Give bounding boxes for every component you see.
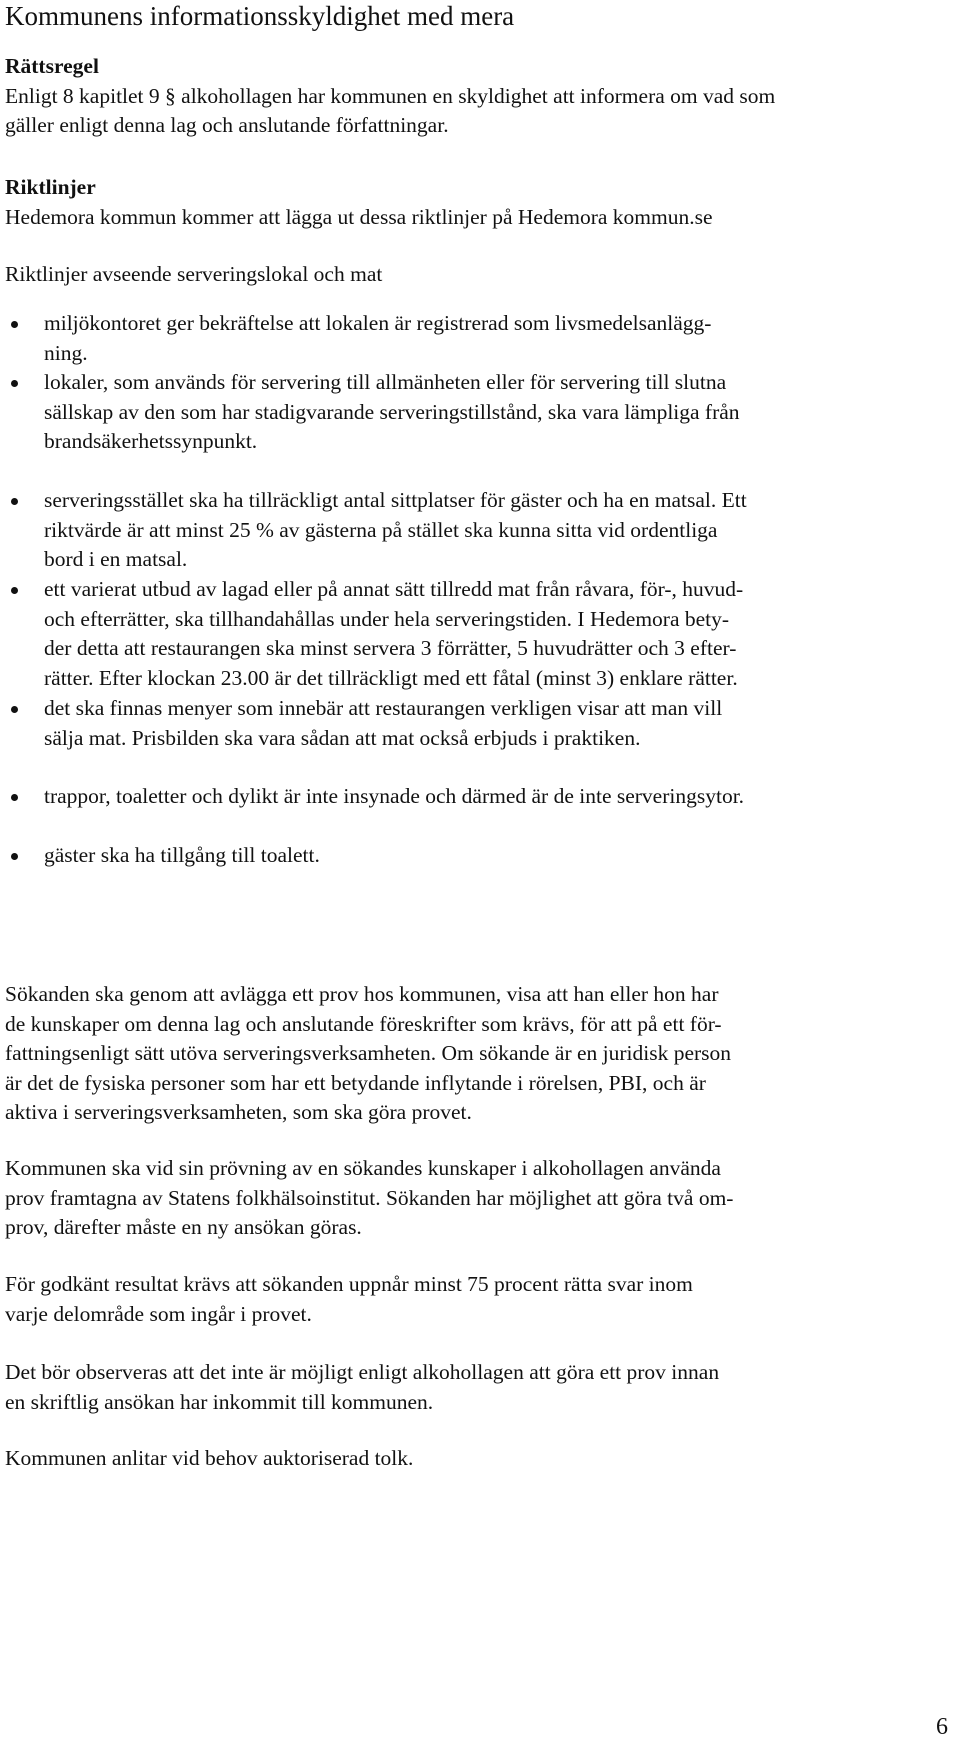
body-paragraph — [5, 1154, 955, 1243]
bullet-line: ning. — [44, 340, 88, 365]
bullet-line: ett varierat utbud av lagad eller på annat sätt tillredd mat från råvara, för-, huvud- — [44, 577, 744, 601]
body-paragraph — [5, 1270, 955, 1329]
paragraph-line: fattningsenligt sätt utöva serveringsverksamheten. Om sökande är en juridisk person — [5, 1041, 732, 1065]
bullet-line: der detta att restaurangen ska minst servera 3 förrätter, 5 huvudrätter och 3 efter- — [44, 636, 737, 660]
bullet-line: brandsäkerhetssynpunkt. — [44, 429, 258, 453]
bullet-text — [44, 841, 956, 871]
rattsregel-section — [5, 52, 955, 141]
bullet-line: det ska finnas menyer som innebär att restaurangen verkligen visar att man vill — [44, 696, 723, 720]
bullet-line: riktvärde är att minst 25 % av gästerna på stället ska kunna sitta vid ordentliga — [44, 517, 718, 542]
bullet-text — [44, 486, 956, 575]
paragraph-line: är det de fysiska personer som har ett betydande inflytande i rörelsen, PBI, och är — [5, 1070, 706, 1095]
bullet-line: rätter. Efter klockan 23.00 är det tillräckligt med ett fåtal (minst 3) enklare rätter. — [44, 665, 738, 690]
riktlinjer-section — [5, 173, 955, 232]
paragraph-line: Kommunen anlitar vid behov auktoriserad tolk. — [5, 1446, 414, 1470]
bullet-line: bord i en matsal. — [44, 547, 188, 571]
riktlinjer-heading: Riktlinjer — [5, 175, 96, 199]
bullet-dot-icon — [11, 380, 18, 387]
bullet-line: trappor, toaletter och dylikt är inte insynade och därmed är de inte serveringsytor. — [44, 784, 745, 808]
bullet-text — [44, 694, 956, 753]
bullet-line: sälja mat. Prisbilden ska vara sådan att mat också erbjuds i praktiken. — [44, 725, 641, 750]
paragraph-line: de kunskaper om denna lag och anslutande föreskrifter som krävs, för att på ett för- — [5, 1011, 722, 1036]
page-title: Kommunens informationsskyldighet med mera — [5, 1, 515, 31]
bullet-line: och efterrätter, ska tillhandahållas under hela serveringstiden. I Hedemora bety- — [44, 606, 730, 631]
riktlinjer-subtitle: Riktlinjer avseende serveringslokal och mat — [5, 262, 383, 286]
bullet-line: serveringsstället ska ha tillräckligt antal sittplatser för gäster och ha en matsal. Ett — [44, 488, 747, 512]
paragraph-line: Det bör observeras att det inte är möjligt enligt alkohollagen att göra ett prov innan — [5, 1360, 720, 1384]
bullet-line: miljökontoret ger bekräftelse att lokalen är registrerad som livsmedelsanlägg- — [44, 311, 712, 335]
body-paragraph — [5, 1444, 955, 1474]
bullet-dot-icon — [11, 321, 18, 328]
paragraph-line: prov framtagna av Statens folkhälsoinstitut. Sökanden har möjlighet att göra två om- — [5, 1185, 734, 1210]
bullet-line: lokaler, som används för servering till allmänheten eller för servering till slutna — [44, 370, 727, 394]
riktlinjer-text: Hedemora kommun kommer att lägga ut dessa riktlinjer på Hedemora kommun.se — [5, 204, 713, 229]
paragraph-line: aktiva i serveringsverksamheten, som ska göra provet. — [5, 1100, 472, 1124]
bullet-line: sällskap av den som har stadigvarande serveringstillstånd, ska vara lämpliga från — [44, 399, 740, 424]
paragraph-line: prov, därefter måste en ny ansökan göras. — [5, 1215, 362, 1239]
bullet-text — [44, 575, 956, 693]
bullet-dot-icon — [11, 706, 18, 713]
paragraph-line: För godkänt resultat krävs att sökanden uppnår minst 75 procent rätta svar inom — [5, 1272, 693, 1296]
paragraph-line: varje delområde som ingår i provet. — [5, 1301, 312, 1326]
bullet-dot-icon — [11, 587, 18, 594]
rattsregel-line-1: Enligt 8 kapitlet 9 § alkohollagen har kommunen en skyldighet att informera om vad som — [5, 83, 776, 108]
bullet-text — [44, 368, 956, 457]
paragraph-line: Kommunen ska vid sin prövning av en sökandes kunskaper i alkohollagen använda — [5, 1156, 721, 1180]
body-paragraph — [5, 980, 955, 1128]
rattsregel-heading: Rättsregel — [5, 54, 99, 78]
bullet-line: gäster ska ha tillgång till toalett. — [44, 843, 320, 867]
page-number: 6 — [936, 1714, 948, 1740]
bullet-dot-icon — [11, 498, 18, 505]
paragraph-line: en skriftlig ansökan har inkommit till kommunen. — [5, 1389, 434, 1414]
body-paragraph — [5, 1358, 955, 1417]
bullet-dot-icon — [11, 853, 18, 860]
bullet-text — [44, 309, 956, 368]
bullet-text — [44, 782, 956, 812]
paragraph-line: Sökanden ska genom att avlägga ett prov hos kommunen, visa att han eller hon har — [5, 982, 719, 1006]
bullet-dot-icon — [11, 794, 18, 801]
rattsregel-line-2: gäller enligt denna lag och anslutande författningar. — [5, 113, 449, 137]
